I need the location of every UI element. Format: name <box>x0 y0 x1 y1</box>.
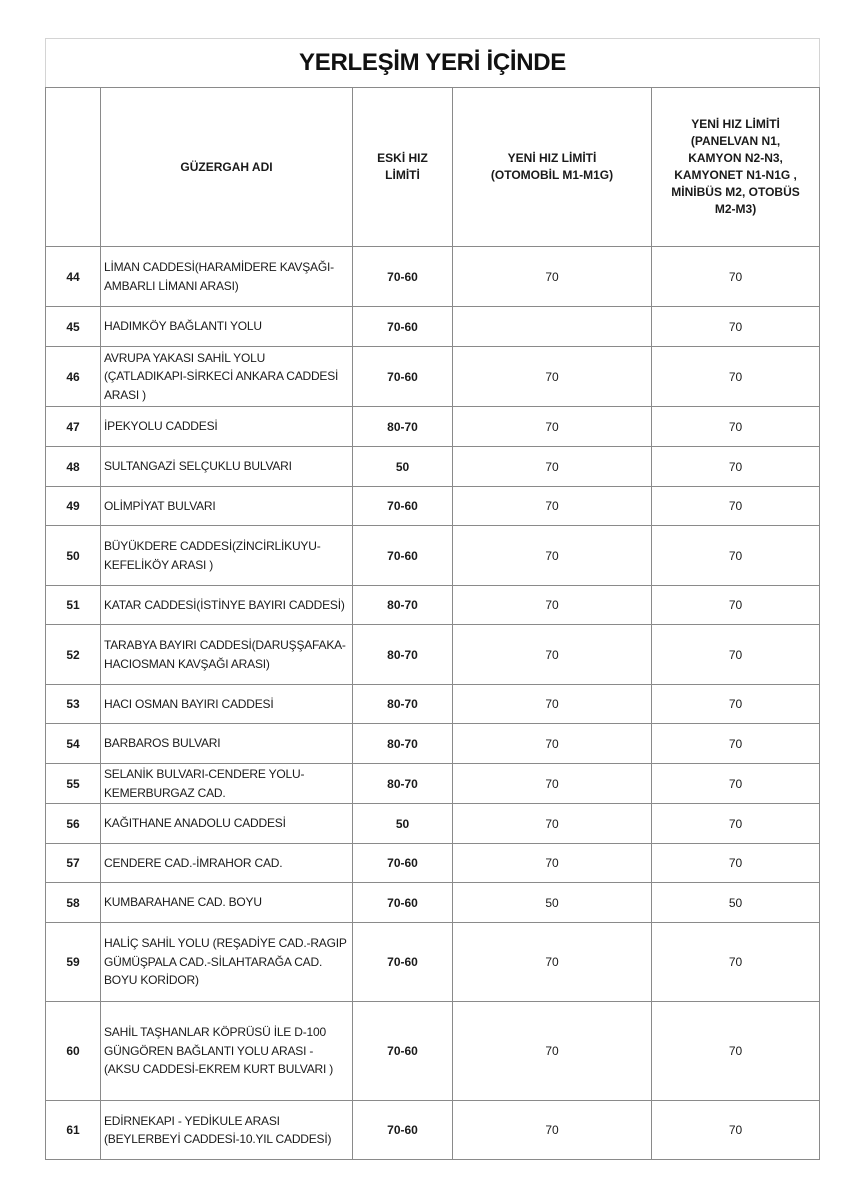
route-name: TARABYA BAYIRI CADDESİ(DARUŞŞAFAKA-HACIOSMAN KAVŞAĞI ARASI) <box>101 625 353 685</box>
old-speed-limit: 70-60 <box>353 844 453 883</box>
header-no <box>46 88 101 247</box>
row-number: 49 <box>46 487 101 526</box>
row-number: 59 <box>46 923 101 1002</box>
speed-limit-sheet <box>45 38 819 1160</box>
row-number: 58 <box>46 883 101 923</box>
header-row <box>46 88 820 247</box>
header-route-name: GÜZERGAH ADI <box>101 88 353 247</box>
new-speed-limit-car: 70 <box>453 247 652 307</box>
table-row <box>46 307 820 347</box>
new-speed-limit-heavy: 70 <box>652 804 820 844</box>
route-name: BARBAROS BULVARI <box>101 724 353 764</box>
route-name: LİMAN CADDESİ(HARAMİDERE KAVŞAĞI-AMBARLI LİMANI ARASI) <box>101 247 353 307</box>
old-speed-limit: 70-60 <box>353 307 453 347</box>
route-name: CENDERE CAD.-İMRAHOR CAD. <box>101 844 353 883</box>
row-number: 56 <box>46 804 101 844</box>
new-speed-limit-car: 70 <box>453 526 652 586</box>
table-row <box>46 923 820 1002</box>
old-speed-limit: 50 <box>353 804 453 844</box>
route-name: AVRUPA YAKASI SAHİL YOLU (ÇATLADIKAPI-SİRKECİ ANKARA CADDESİ ARASI ) <box>101 347 353 407</box>
table-row <box>46 883 820 923</box>
table-row <box>46 407 820 447</box>
old-speed-limit: 80-70 <box>353 625 453 685</box>
table-row <box>46 844 820 883</box>
new-speed-limit-heavy: 70 <box>652 764 820 804</box>
new-speed-limit-heavy: 70 <box>652 625 820 685</box>
new-speed-limit-car: 70 <box>453 407 652 447</box>
new-speed-limit-heavy: 70 <box>652 724 820 764</box>
new-speed-limit-heavy: 70 <box>652 447 820 487</box>
old-speed-limit: 80-70 <box>353 685 453 724</box>
new-speed-limit-car: 70 <box>453 487 652 526</box>
row-number: 52 <box>46 625 101 685</box>
row-number: 44 <box>46 247 101 307</box>
old-speed-limit: 50 <box>353 447 453 487</box>
new-speed-limit-heavy: 70 <box>652 407 820 447</box>
row-number: 60 <box>46 1002 101 1101</box>
new-speed-limit-car: 70 <box>453 804 652 844</box>
old-speed-limit: 70-60 <box>353 883 453 923</box>
header-new-limit-car <box>453 88 652 247</box>
new-speed-limit-heavy: 70 <box>652 586 820 625</box>
route-name: HALİÇ SAHİL YOLU (REŞADİYE CAD.-RAGIP GÜMÜŞPALA CAD.-SİLAHTARAĞA CAD. BOYU KORİDOR) <box>101 923 353 1002</box>
route-name: SELANİK BULVARI-CENDERE YOLU-KEMERBURGAZ CAD. <box>101 764 353 804</box>
route-name: SAHİL TAŞHANLAR KÖPRÜSÜ İLE D-100 GÜNGÖREN BAĞLANTI YOLU ARASI - (AKSU CADDESİ-EKREM KURT BULVARI ) <box>101 1002 353 1101</box>
table-row <box>46 586 820 625</box>
new-speed-limit-car: 70 <box>453 764 652 804</box>
header-new-limit-heavy-label: YENİ HIZ LİMİTİ (PANELVAN N1, KAMYON N2-N3, KAMYONET N1-N1G , MİNİBÜS M2, OTOBÜS M2-M3) <box>671 117 800 216</box>
table-row <box>46 685 820 724</box>
new-speed-limit-heavy: 70 <box>652 247 820 307</box>
new-speed-limit-car: 70 <box>453 447 652 487</box>
route-name: BÜYÜKDERE CADDESİ(ZİNCİRLİKUYU-KEFELİKÖY ARASI ) <box>101 526 353 586</box>
table-row <box>46 526 820 586</box>
new-speed-limit-heavy: 70 <box>652 526 820 586</box>
route-name: HADIMKÖY BAĞLANTI YOLU <box>101 307 353 347</box>
old-speed-limit: 70-60 <box>353 487 453 526</box>
new-speed-limit-car: 70 <box>453 586 652 625</box>
table-row <box>46 247 820 307</box>
new-speed-limit-car: 70 <box>453 685 652 724</box>
title-row <box>46 39 820 88</box>
new-speed-limit-heavy: 50 <box>652 883 820 923</box>
new-speed-limit-heavy: 70 <box>652 1101 820 1160</box>
table-row <box>46 347 820 407</box>
new-speed-limit-car: 50 <box>453 883 652 923</box>
old-speed-limit: 70-60 <box>353 1002 453 1101</box>
old-speed-limit: 70-60 <box>353 526 453 586</box>
old-speed-limit: 80-70 <box>353 407 453 447</box>
row-number: 57 <box>46 844 101 883</box>
header-new-limit-heavy <box>652 88 820 247</box>
route-name: EDİRNEKAPI - YEDİKULE ARASI (BEYLERBEYİ CADDESİ-10.YIL CADDESİ) <box>101 1101 353 1160</box>
header-old-limit <box>353 88 453 247</box>
old-speed-limit: 80-70 <box>353 764 453 804</box>
new-speed-limit-car: 70 <box>453 1101 652 1160</box>
route-name: KATAR CADDESİ(İSTİNYE BAYIRI CADDESİ) <box>101 586 353 625</box>
old-speed-limit: 70-60 <box>353 247 453 307</box>
route-name: KAĞITHANE ANADOLU CADDESİ <box>101 804 353 844</box>
table-row <box>46 1101 820 1160</box>
row-number: 45 <box>46 307 101 347</box>
new-speed-limit-car: 70 <box>453 1002 652 1101</box>
new-speed-limit-car: 70 <box>453 923 652 1002</box>
row-number: 47 <box>46 407 101 447</box>
row-number: 48 <box>46 447 101 487</box>
new-speed-limit-car: 70 <box>453 724 652 764</box>
header-old-limit-label: ESKİ HIZ LİMİTİ <box>377 151 428 182</box>
new-speed-limit-heavy: 70 <box>652 844 820 883</box>
old-speed-limit: 70-60 <box>353 347 453 407</box>
route-name: İPEKYOLU CADDESİ <box>101 407 353 447</box>
new-speed-limit-car: 70 <box>453 625 652 685</box>
row-number: 53 <box>46 685 101 724</box>
table-row <box>46 447 820 487</box>
new-speed-limit-heavy: 70 <box>652 685 820 724</box>
table-row <box>46 764 820 804</box>
table-row <box>46 804 820 844</box>
old-speed-limit: 80-70 <box>353 724 453 764</box>
row-number: 54 <box>46 724 101 764</box>
row-number: 61 <box>46 1101 101 1160</box>
table-row <box>46 724 820 764</box>
new-speed-limit-heavy: 70 <box>652 923 820 1002</box>
route-name: KUMBARAHANE CAD. BOYU <box>101 883 353 923</box>
old-speed-limit: 70-60 <box>353 923 453 1002</box>
table-row <box>46 1002 820 1101</box>
row-number: 50 <box>46 526 101 586</box>
speed-limit-table <box>45 38 820 1160</box>
old-speed-limit: 70-60 <box>353 1101 453 1160</box>
table-body <box>46 247 820 1160</box>
table-row <box>46 625 820 685</box>
row-number: 46 <box>46 347 101 407</box>
row-number: 51 <box>46 586 101 625</box>
new-speed-limit-car <box>453 307 652 347</box>
route-name: HACI OSMAN BAYIRI CADDESİ <box>101 685 353 724</box>
new-speed-limit-heavy: 70 <box>652 1002 820 1101</box>
new-speed-limit-car: 70 <box>453 347 652 407</box>
header-new-limit-car-label: YENİ HIZ LİMİTİ (OTOMOBİL M1-M1G) <box>490 151 614 182</box>
new-speed-limit-heavy: 70 <box>652 487 820 526</box>
old-speed-limit: 80-70 <box>353 586 453 625</box>
route-name: SULTANGAZİ SELÇUKLU BULVARI <box>101 447 353 487</box>
page-title: YERLEŞİM YERİ İÇİNDE <box>46 39 820 88</box>
new-speed-limit-heavy: 70 <box>652 347 820 407</box>
new-speed-limit-car: 70 <box>453 844 652 883</box>
route-name: OLİMPİYAT BULVARI <box>101 487 353 526</box>
new-speed-limit-heavy: 70 <box>652 307 820 347</box>
table-row <box>46 487 820 526</box>
row-number: 55 <box>46 764 101 804</box>
